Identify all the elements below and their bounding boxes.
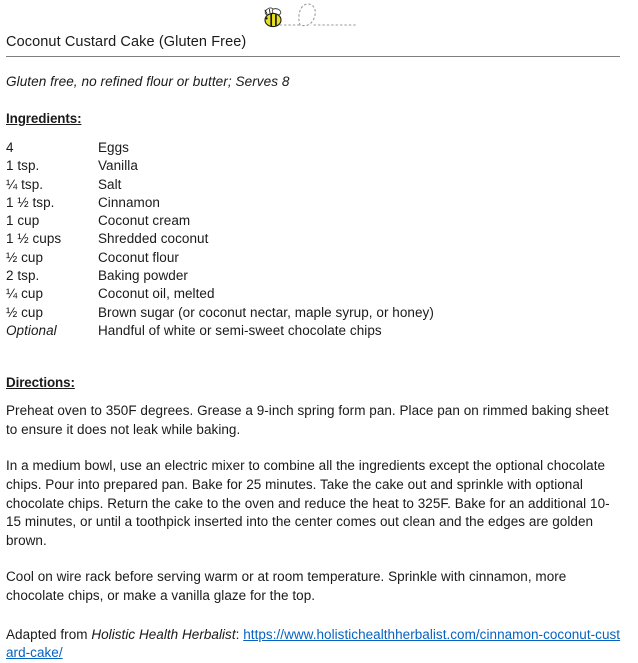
ingredient-amount: ¼ cup [6,286,44,302]
table-row [6,194,434,212]
ingredient-name: Brown sugar (or coconut nectar, maple syrup, or honey) [98,304,434,320]
ingredient-name: Salt [98,176,122,192]
ingredient-amount: ¼ tsp. [6,176,44,192]
ingredient-amount: ½ cup [6,304,44,320]
ingredient-name: Baking powder [98,268,188,284]
recipe-subtitle: Gluten free, no refined flour or butter; Serves 8 [6,74,290,89]
direction-paragraph: Preheat oven to 350F degrees. Grease a 9-inch spring form pan. Place pan on rimmed baking sheet to ensure it does not leak while baking. [6,403,609,437]
table-row [6,304,434,322]
page-title: Coconut Custard Cake (Gluten Free) [6,34,247,50]
ingredients-table [6,139,434,340]
ingredient-name: Eggs [98,140,129,155]
direction-paragraph: Cool on wire rack before serving warm or at room temperature. Sprinkle with cinnamon, more chocolate chips, or make a vanilla glaze for the top. [6,569,567,604]
direction-paragraph: In a medium bowl, use an electric mixer to combine all the ingredients except the optional chocolate chips. Pour into prepared pan. Bake for 25 minutes. Take the cake out and sprinkle with optional chocolate chips. Return the cake to the oven and reduce the heat to 325F. Bake for an additional 10-15 minutes, or until a toothpick inserted into the center comes out clean and the edges are golden brown. [6,458,610,548]
ingredient-amount: Optional [6,322,57,338]
table-row [6,249,434,267]
directions-heading: Directions: [6,375,75,391]
ingredient-name: Handful of white or semi-sweet chocolate chips [98,322,382,338]
ingredient-name: Vanilla [98,158,138,174]
ingredient-amount: 1 ½ tsp. [6,194,55,210]
dotted-flight-path-icon [280,4,356,26]
ingredient-amount: 1 ½ cups [6,231,62,247]
ingredient-name: Coconut cream [98,213,191,229]
source-publication: Holistic Health Herbalist [91,626,236,642]
header-decoration [6,0,620,34]
table-row [6,139,434,157]
source-attribution [6,626,622,663]
ingredient-amount: 4 [6,140,14,155]
ingredient-amount: ½ cup [6,249,44,265]
ingredient-amount: 1 cup [6,213,40,229]
table-row [6,285,434,303]
source-url-link[interactable]: https://www.holistichealthherbalist.com/cinnamon-coconut-custard-cake/ [6,626,621,661]
table-row [6,230,434,248]
ingredients-heading: Ingredients: [6,111,82,126]
table-row [6,176,434,194]
table-row [6,267,434,285]
table-row [6,212,434,230]
ingredient-amount: 1 tsp. [6,158,40,174]
bee-flying-icon [256,0,366,34]
table-row [6,157,434,175]
ingredient-amount: 2 tsp. [6,268,40,284]
table-row [6,322,434,340]
source-separator: : [235,626,244,642]
ingredient-name: Shredded coconut [98,231,209,247]
directions-body [6,402,620,605]
ingredient-name: Cinnamon [98,194,160,210]
source-prefix: Adapted from [6,626,92,642]
ingredient-name: Coconut flour [98,249,179,265]
ingredient-name: Coconut oil, melted [98,286,215,302]
title-divider [6,56,620,57]
